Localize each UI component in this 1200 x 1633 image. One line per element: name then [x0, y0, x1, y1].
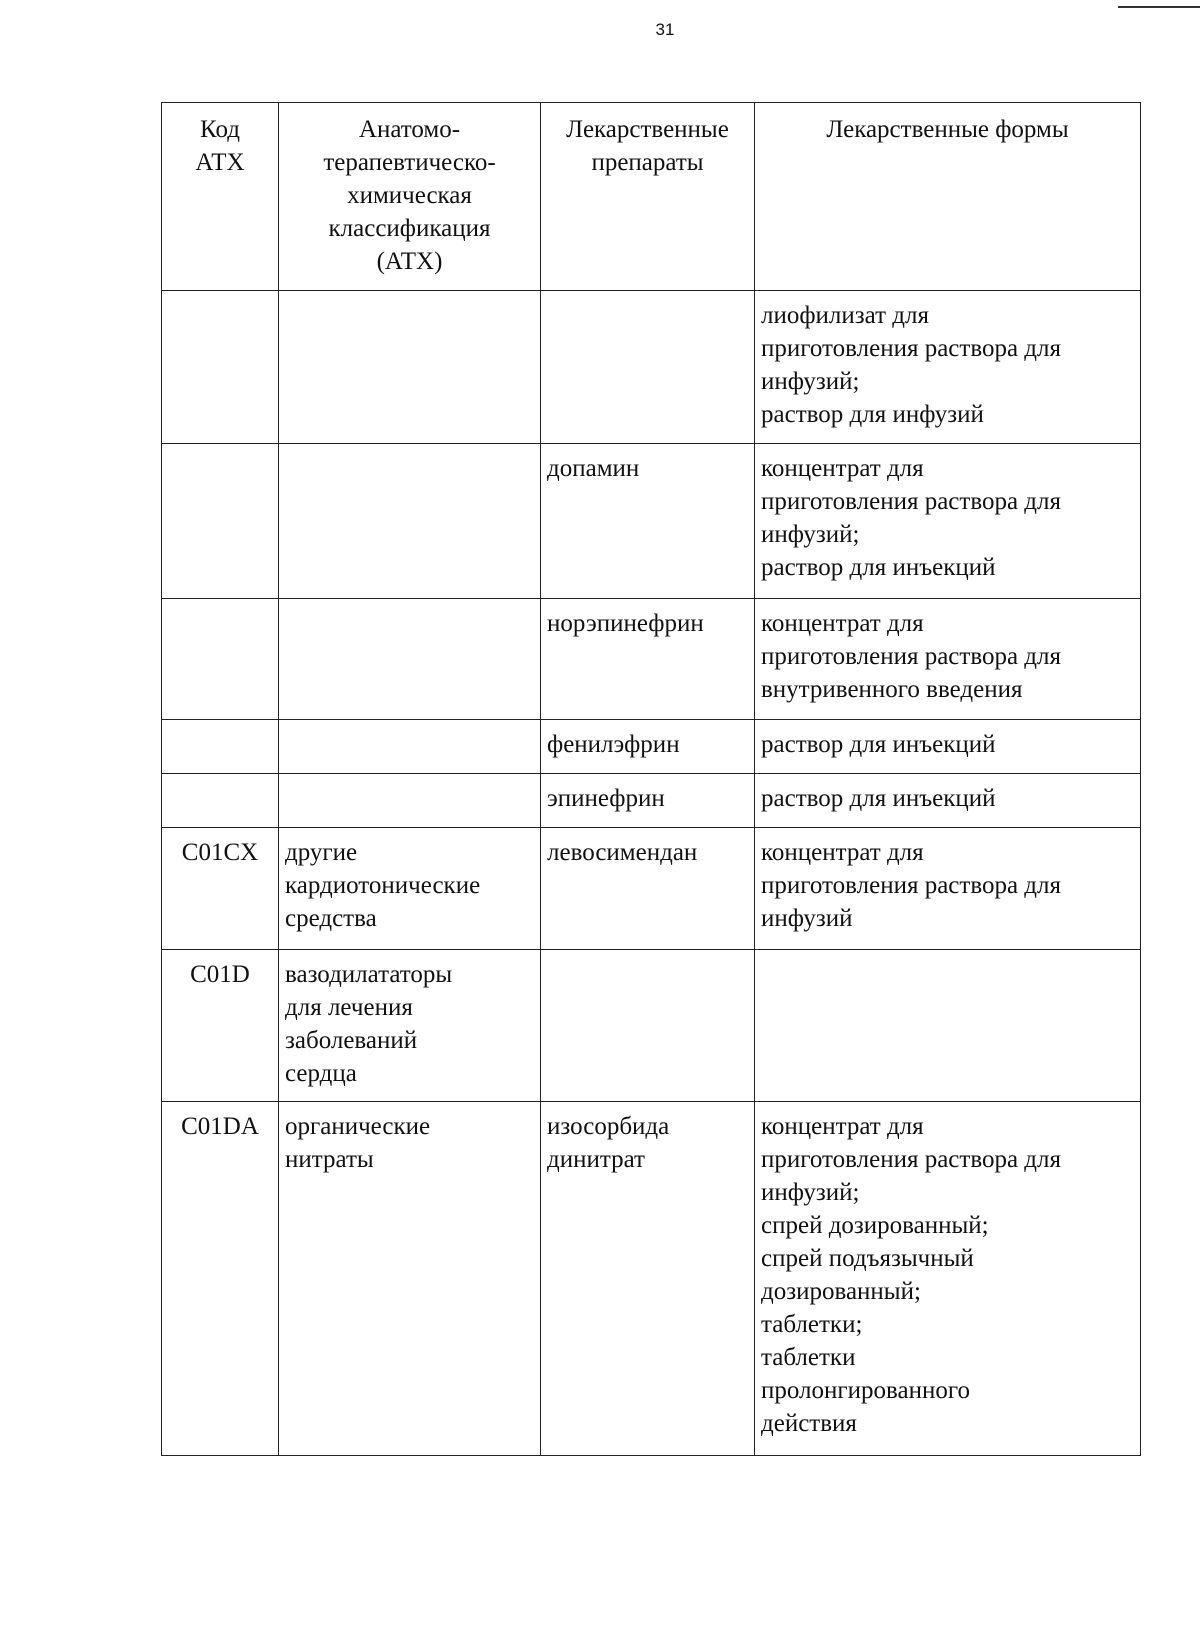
drug-table — [161, 102, 1141, 1456]
cell-atc-classification: органические нитраты — [279, 1102, 541, 1456]
cell-atc-classification — [279, 444, 541, 599]
header-atc-code: Код АТХ — [162, 103, 279, 291]
cell-dosage-forms: концентрат для приготовления раствора для инфузий — [755, 828, 1141, 950]
table-row — [162, 444, 1141, 599]
cell-atc-code — [162, 774, 279, 828]
cell-atc-classification — [279, 720, 541, 774]
cell-atc-classification — [279, 599, 541, 720]
cell-drug: допамин — [541, 444, 755, 599]
table-row — [162, 720, 1141, 774]
header-dosage-forms: Лекарственные формы — [755, 103, 1141, 291]
cell-atc-code — [162, 291, 279, 444]
cell-dosage-forms: раствор для инъекций — [755, 774, 1141, 828]
table-row — [162, 774, 1141, 828]
cell-atc-classification: другие кардиотонические средства — [279, 828, 541, 950]
cell-atc-code: C01CX — [162, 828, 279, 950]
cell-atc-classification: вазодилататоры для лечения заболеваний сердца — [279, 950, 541, 1102]
cell-dosage-forms: раствор для инъекций — [755, 720, 1141, 774]
table-row — [162, 599, 1141, 720]
cell-atc-classification — [279, 291, 541, 444]
cell-drug: эпинефрин — [541, 774, 755, 828]
cell-drug: норэпинефрин — [541, 599, 755, 720]
cell-atc-code: C01D — [162, 950, 279, 1102]
cell-atc-code — [162, 599, 279, 720]
page-number: 31 — [655, 20, 675, 39]
cell-dosage-forms: концентрат для приготовления раствора для инфузий; спрей дозированный; спрей подъязычный дозированный; таблетки; таблетки пролонгированного действия — [755, 1102, 1141, 1456]
table-row — [162, 1102, 1141, 1456]
cell-atc-code — [162, 720, 279, 774]
table-row — [162, 291, 1141, 444]
cell-drug: левосимендан — [541, 828, 755, 950]
cell-atc-classification — [279, 774, 541, 828]
cell-dosage-forms: концентрат для приготовления раствора для внутривенного введения — [755, 599, 1141, 720]
header-atc-classification: Анатомо- терапевтическо- химическая классификация (АТХ) — [279, 103, 541, 291]
cell-drug: изосорбида динитрат — [541, 1102, 755, 1456]
header-drugs: Лекарственные препараты — [541, 103, 755, 291]
scan-edge-line — [1118, 6, 1200, 8]
cell-dosage-forms — [755, 950, 1141, 1102]
cell-atc-code — [162, 444, 279, 599]
cell-atc-code: C01DA — [162, 1102, 279, 1456]
cell-drug — [541, 291, 755, 444]
cell-drug — [541, 950, 755, 1102]
cell-dosage-forms: концентрат для приготовления раствора для инфузий; раствор для инъекций — [755, 444, 1141, 599]
cell-drug: фенилэфрин — [541, 720, 755, 774]
table-row — [162, 828, 1141, 950]
cell-dosage-forms: лиофилизат для приготовления раствора для инфузий; раствор для инфузий — [755, 291, 1141, 444]
table-row — [162, 950, 1141, 1102]
table-header-row — [162, 103, 1141, 291]
